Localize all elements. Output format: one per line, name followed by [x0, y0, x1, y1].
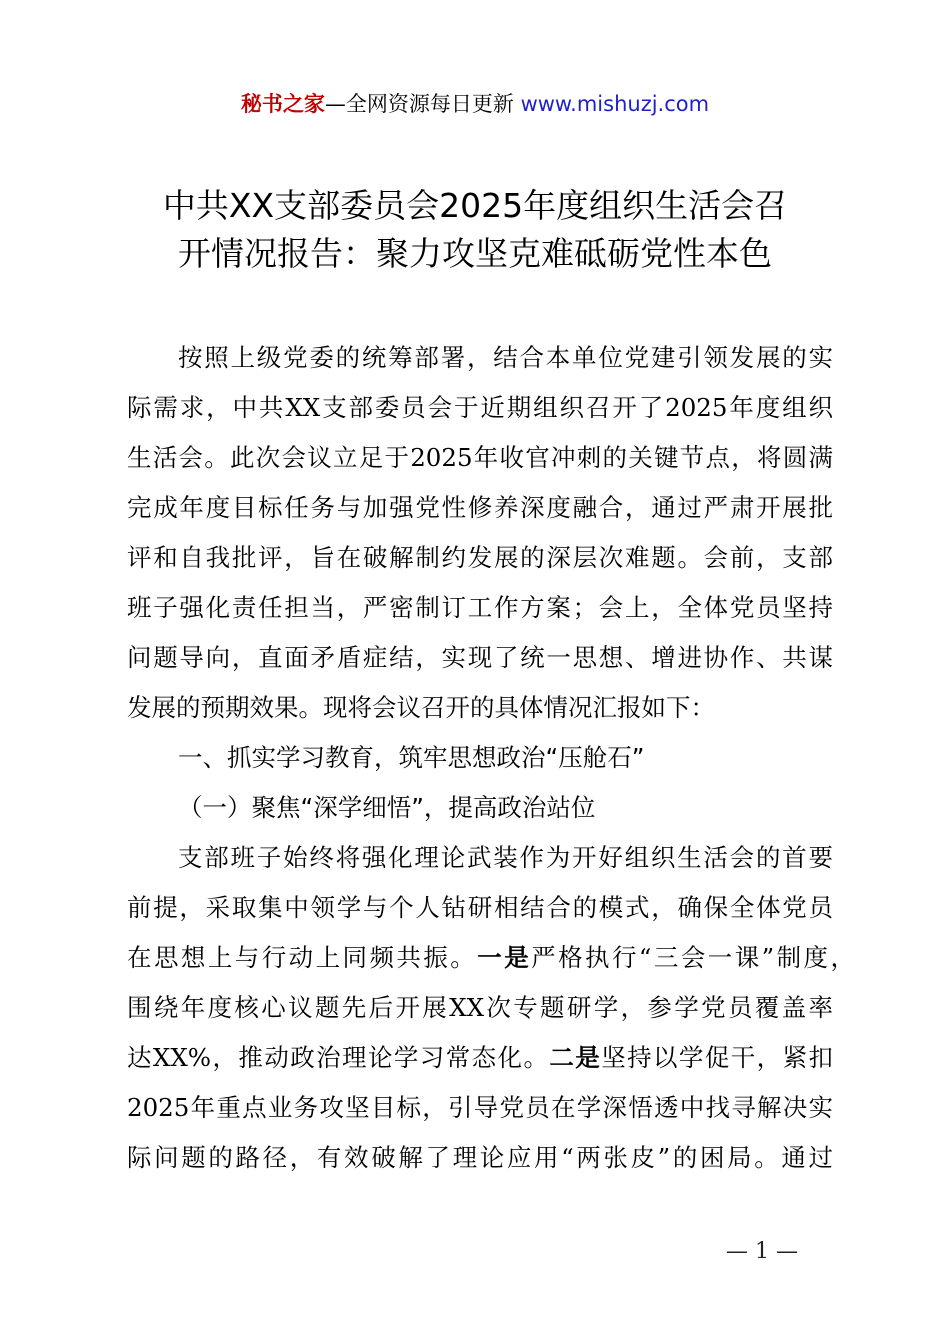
paragraph-line — [127, 1033, 833, 1083]
paragraph-line: 完成年度目标任务与加强党性修养深度融合，通过严肃开展批 — [127, 493, 833, 522]
paragraph-line: 生活会。此次会议立足于2025年收官冲刺的关键节点，将圆满 — [127, 443, 833, 472]
paragraph-line: 支部班子始终将强化理论武装作为开好组织生活会的首要 — [178, 843, 833, 872]
header-tagline: 全网资源每日更新 — [345, 92, 521, 116]
paragraph-line — [127, 933, 855, 983]
paragraph-line: 际问题的路径，有效破解了理论应用“两张皮”的困局。通过 — [127, 1143, 833, 1172]
paragraph-line: 围绕年度核心议题先后开展XX次专题研学，参学党员覆盖率 — [127, 993, 833, 1022]
site-brand: 秘书之家 — [240, 92, 325, 116]
document-title — [115, 182, 835, 278]
point-label-second: 二是 — [549, 1043, 602, 1072]
header-separator: — — [324, 92, 346, 116]
paragraph-line: 按照上级党委的统筹部署，结合本单位党建引领发展的实 — [178, 343, 833, 372]
study-paragraph — [127, 833, 855, 1183]
document-body — [127, 333, 855, 1183]
line-text: 达XX%，推动政治理论学习常态化。 — [127, 1043, 550, 1072]
line-text: 严格执行“三会一课”制度， — [531, 943, 855, 972]
paragraph-line: 2025年重点业务攻坚目标，引导党员在学深悟透中找寻解决实 — [127, 1093, 833, 1122]
intro-paragraph — [127, 333, 833, 733]
paragraph-line: 问题导向，直面矛盾症结，实现了统一思想、增进协作、共谋 — [127, 643, 833, 672]
line-text: 坚持以学促干，紧扣 — [601, 1043, 833, 1072]
page-number: — 1 — — [726, 1239, 798, 1264]
title-line-2: 开情况报告：聚力攻坚克难砥砺党性本色 — [178, 234, 772, 273]
section-heading-1: 一、抓实学习教育，筑牢思想政治“压舱石” — [178, 743, 645, 772]
site-url-link[interactable]: www.mishuzj.com — [520, 92, 710, 116]
title-line-1: 中共XX支部委员会2025年度组织生活会召 — [162, 186, 788, 225]
paragraph-line: 发展的预期效果。现将会议召开的具体情况汇报如下： — [127, 693, 715, 722]
paragraph-line: 班子强化责任担当，严密制订工作方案；会上，全体党员坚持 — [127, 593, 833, 622]
line-text: 在思想上与行动上同频共振。 — [127, 943, 478, 972]
paragraph-line: 际需求，中共XX支部委员会于近期组织召开了2025年度组织 — [127, 393, 833, 422]
paragraph-line: 前提，采取集中领学与个人钻研相结合的模式，确保全体党员 — [127, 893, 833, 922]
subsection-heading-1: （一）聚焦“深学细悟”，提高政治站位 — [178, 793, 596, 822]
site-header — [0, 88, 950, 120]
paragraph-line: 评和自我批评，旨在破解制约发展的深层次难题。会前，支部 — [127, 543, 833, 572]
point-label-first: 一是 — [477, 943, 532, 972]
